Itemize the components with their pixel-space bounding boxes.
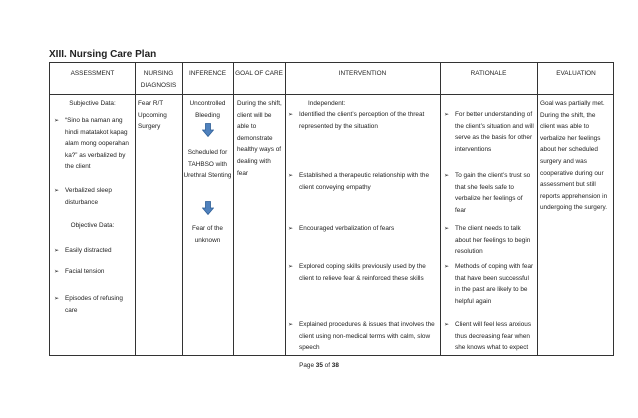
down-arrow-icon <box>202 201 214 215</box>
goal-of-care-text: During the shift, client will be able to demonstrate healthy ways of dealing with fear <box>237 100 282 177</box>
page-number: 35 <box>315 362 323 369</box>
inference-text: Scheduled for TAHBSO with Urethral Stenting <box>183 149 232 180</box>
care-plan-table <box>49 62 614 356</box>
evaluation-text: Goal was partially met. During the shift, the client was able to verbalize her feelings about her scheduled surgery and was cooperative during our assessment but still reports apprehension in undergoing the surgery. <box>540 100 608 212</box>
objective-item: ➢ Episodes of refusing care <box>54 293 133 316</box>
rationale-item: ➢ For better understanding of the client’s situation and will serve as the basis for other interventions <box>444 109 535 155</box>
objective-heading: Objective Data: <box>70 222 115 229</box>
page-footer <box>0 362 638 369</box>
rationale-item: ➢ To gain the client’s trust so that she feels safe to verbalize her feelings of fear <box>444 170 535 216</box>
rationale-item: ➢ The client needs to talk about her feelings to begin resolution <box>444 223 535 258</box>
rationale-item: ➢ Methods of coping with fear that have been successful in the past are likely to be helpful again <box>444 261 535 307</box>
header-evaluation: EVALUATION <box>556 70 596 77</box>
intervention-item: ➢ Explained procedures & issues that involves the client using non-medical terms with calm, slow speech <box>288 319 438 354</box>
objective-item: ➢ Easily distracted <box>54 245 133 257</box>
header-inference: INFERENCE <box>189 70 226 77</box>
column-divider <box>233 63 234 355</box>
objective-item: ➢ Facial tension <box>54 266 133 278</box>
column-divider <box>440 63 441 355</box>
page-total: 38 <box>331 362 339 369</box>
header-divider <box>50 94 613 95</box>
intervention-item: ➢ Identified the client’s perception of the threat represented by the situation <box>288 109 438 132</box>
intervention-item: ➢ Encouraged verbalization of fears <box>288 223 438 235</box>
header-nursing-diagnosis: NURSING DIAGNOSIS <box>140 70 177 89</box>
header-intervention: INTERVENTION <box>338 70 387 77</box>
column-divider <box>537 63 538 355</box>
subjective-item: ➢ Verbalized sleep disturbance <box>54 185 133 208</box>
column-divider <box>135 63 136 355</box>
nursing-diagnosis-text: Fear R/T Upcoming Surgery <box>138 100 167 131</box>
footer-prefix: Page <box>299 362 316 369</box>
header-goal-of-care: GOAL OF CARE <box>235 70 283 77</box>
inference-text: Fear of the unknown <box>192 225 223 244</box>
down-arrow-icon <box>202 123 214 137</box>
subjective-item: ➢ “Sino ba naman ang hindi matatakot kapag alam mong ooperahan ka?” as verbalized by the client <box>54 115 133 173</box>
header-assessment: ASSESSMENT <box>70 70 115 77</box>
intervention-item: ➢ Explored coping skills previously used by the client to relieve fear & reinforced these skills <box>288 261 438 284</box>
inference-text: Uncontrolled Bleeding <box>189 100 226 119</box>
rationale-item: ➢ Client will feel less anxious thus decreasing fear when she knows what to expect <box>444 319 535 354</box>
subjective-heading: Subjective Data: <box>69 100 116 107</box>
page-title: XIII. Nursing Care Plan <box>49 49 157 60</box>
intervention-heading: Independent: <box>308 100 346 107</box>
footer-of: of <box>322 362 332 369</box>
header-rationale: RATIONALE <box>470 70 507 77</box>
intervention-item: ➢ Established a therapeutic relationship with the client conveying empathy <box>288 170 438 193</box>
column-divider <box>285 63 286 355</box>
